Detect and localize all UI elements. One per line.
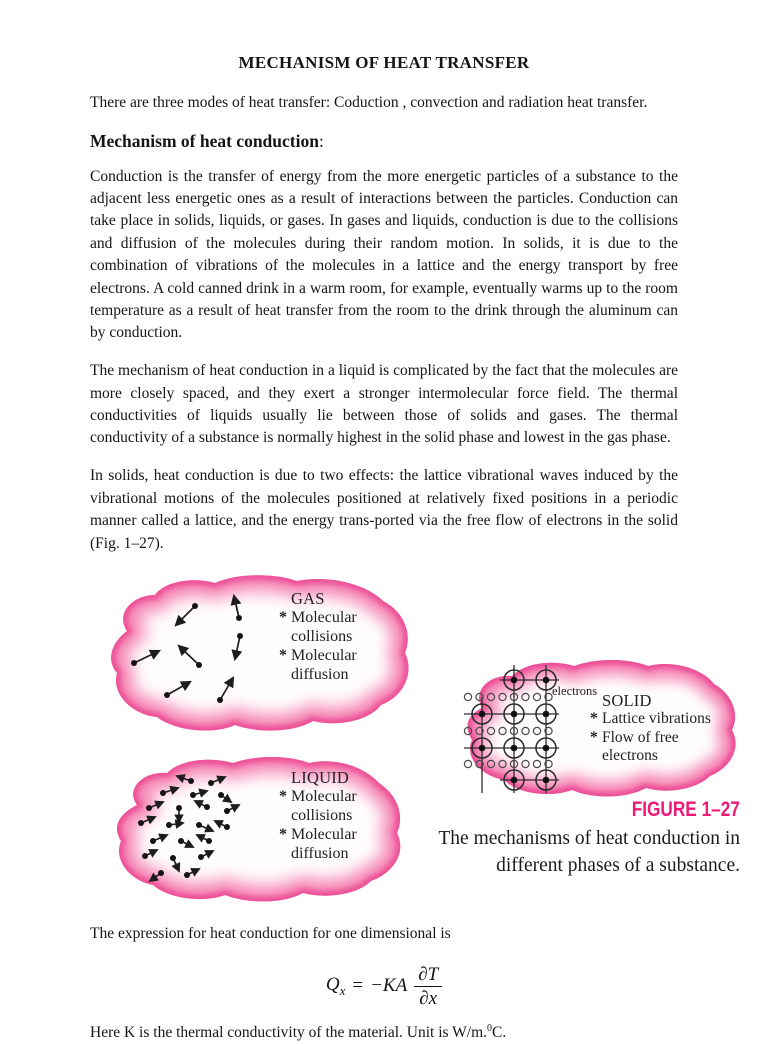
electrons-annotation: electrons	[552, 683, 598, 698]
gas-phase-illustration	[97, 573, 415, 735]
paragraph-solids-effects: In solids, heat conduction is due to two effects: the lattice vibrational waves induced by the vibrational motions of the molecules positioned at relatively fixed positions in a periodic manner called a lattice, and the energy trans-ported via the free flow of electrons in the solid (Fig. 1–27).	[90, 467, 678, 552]
gas-label: GAS	[291, 588, 325, 608]
figure-caption	[438, 825, 740, 879]
conclusion-paragraph: Here K is the thermal conductivity of the material. Unit is W/m.$^0$C.	[90, 1023, 507, 1042]
equation-coefficient: −KA	[370, 975, 408, 996]
equation-fraction	[414, 964, 442, 1009]
figure-1-27	[0, 571, 768, 917]
equation-equals: =	[352, 975, 364, 996]
paragraph-conduction: Conduction is the transfer of energy from the more energetic particles of a substance to the adjacent less energetic ones as a result of interactions between the particles. Conduction can take place in solids, liquids, or gases. In gases and liquids, conduction is due to the collisions and diffusion of the molecules during their random motion. In solids, it is due to the combination of vibrations of the molecules in a lattice and the energy transport by free electrons. A cold canned drink in a warm room, for example, eventually warms up to the room temperature as a result of heat transfer from the room to the drink through the aluminum can by conduction.	[90, 167, 678, 342]
equation-lhs: $Q_x$	[325, 973, 346, 998]
solid-label: SOLID	[602, 690, 652, 710]
bullet-asterisk: *	[279, 646, 287, 664]
figure-number-label: FIGURE 1–27	[631, 797, 740, 821]
solid-label-block	[590, 692, 726, 766]
solid-bullet-lattice: * Lattice vibrations	[590, 710, 711, 727]
solid-bullet-electrons: * Flow of free electrons	[590, 728, 679, 764]
bullet-asterisk: *	[590, 710, 598, 727]
heat-conduction-equation	[90, 960, 678, 1012]
solid-phase-illustration	[452, 656, 742, 801]
figure-caption-line1: The mechanisms of heat conduction in	[438, 827, 740, 849]
gas-label-block	[279, 589, 369, 684]
superscript-zero: 0	[487, 1023, 493, 1034]
gas-bullet-collisions: * Molecular collisions	[279, 608, 357, 645]
bullet-asterisk: *	[279, 787, 287, 805]
liquid-label-block	[279, 768, 369, 863]
figure-caption-line2: different phases of a substance.	[496, 854, 740, 876]
bullet-asterisk: *	[279, 825, 287, 843]
paragraph-liquid-mechanism: The mechanism of heat conduction in a liquid is complicated by the fact that the molecules are more closely spaced, and they exert a stronger intermolecular force field. The thermal conductivities of liquids usually lie between those of solids and gases. The thermal conductivity of a substance is normally highest in the solid phase and lowest in the gas phase.	[90, 362, 678, 447]
bullet-asterisk: *	[279, 608, 287, 626]
section-heading	[90, 130, 678, 153]
page-title: MECHANISM OF HEAT TRANSFER	[238, 53, 530, 72]
expression-intro-paragraph: The expression for heat conduction for one dimensional is	[90, 924, 451, 942]
liquid-bullet-diffusion: * Molecular diffusion	[279, 825, 357, 862]
liquid-bullet-collisions: * Molecular collisions	[279, 787, 357, 824]
section-heading-text: Mechanism of heat conduction	[90, 130, 319, 151]
gas-bullet-diffusion: * Molecular diffusion	[279, 646, 357, 683]
bullet-asterisk: *	[590, 728, 598, 746]
section-heading-colon: :	[318, 130, 324, 151]
equation-numerator: ∂T	[414, 964, 442, 987]
intro-paragraph: There are three modes of heat transfer: Coduction , convection and radiation heat transfer.	[90, 94, 648, 111]
equation-denominator: ∂x	[419, 987, 438, 1009]
liquid-phase-illustration	[103, 753, 408, 905]
liquid-label: LIQUID	[291, 767, 350, 787]
